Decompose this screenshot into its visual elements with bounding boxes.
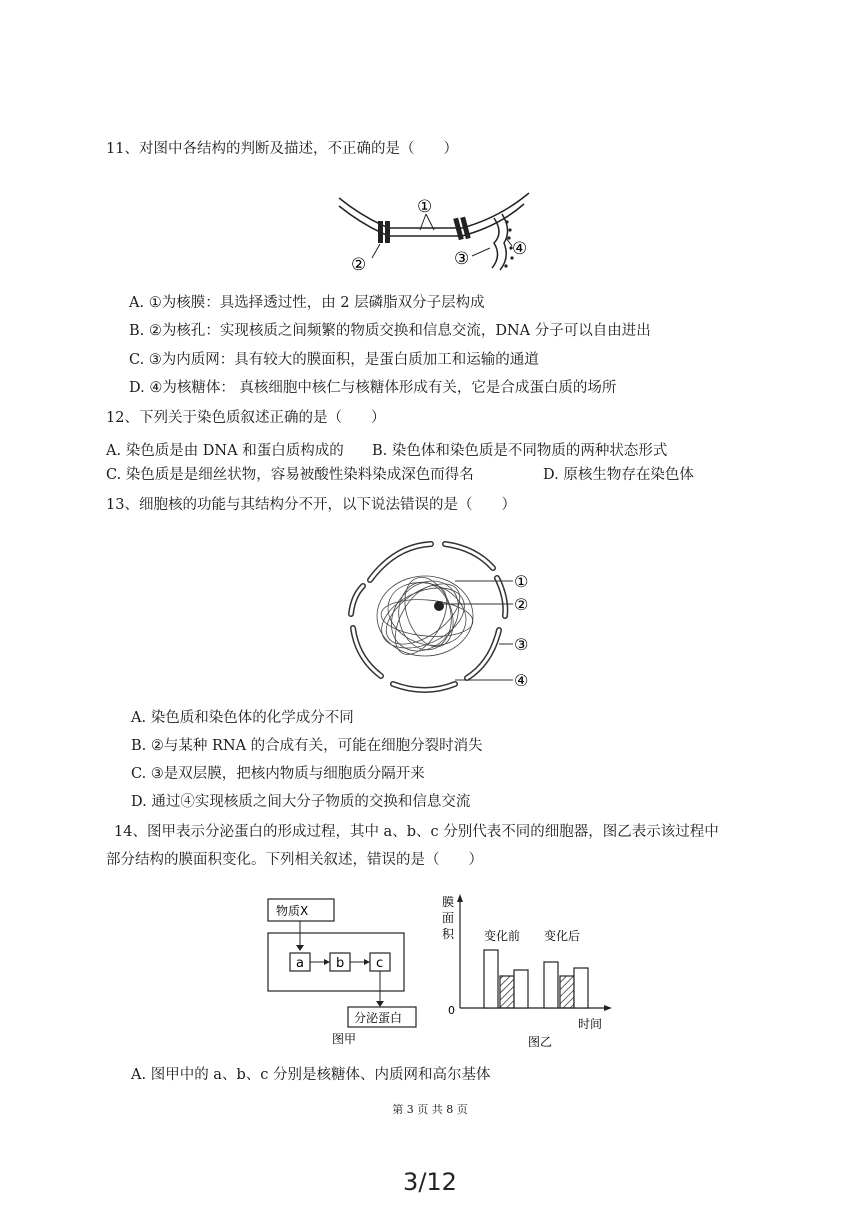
q13-option-b: B. ②与某种 RNA 的合成有关，可能在细胞分裂时消失 (131, 738, 483, 754)
q11-option-a: A. ①为核膜：具选择透过性，由 2 层磷脂双分子层构成 (129, 295, 485, 311)
q14-stem-line1: 14、图甲表示分泌蛋白的形成过程，其中 a、b、c 分别代表不同的细胞器，图乙表示该过程中 (114, 824, 719, 840)
caption-jia: 图甲 (332, 1032, 357, 1046)
q12-stem: 12、下列关于染色质叙述正确的是（ ） (106, 410, 386, 426)
node-b-label: b (336, 956, 345, 971)
q11-option-c: C. ③为内质网：具有较大的膜面积，是蛋白质加工和运输的通道 (129, 352, 539, 368)
q13-label-2: ② (514, 595, 529, 614)
input-label: 物质X (276, 904, 309, 918)
q12-option-d: D. 原核生物存在染色体 (543, 467, 694, 483)
group-label-after: 变化后 (544, 929, 581, 943)
output-label: 分泌蛋白 (354, 1011, 403, 1025)
bar-before-3 (514, 970, 528, 1008)
q11-label-1: ① (417, 197, 433, 217)
q12-option-b: B. 染色体和染色质是不同物质的两种状态形式 (372, 443, 668, 459)
page-counter: 3/12 (403, 1168, 457, 1196)
ylabel-3: 积 (442, 927, 455, 941)
ylabel-2: 面 (442, 911, 455, 925)
q11-option-d: D. ④为核糖体： 真核细胞中核仁与核糖体形成有关，它是合成蛋白质的场所 (129, 380, 617, 396)
q14-figure-jia (262, 893, 432, 1053)
q11-label-2: ② (351, 255, 367, 275)
q13-option-d: D. 通过④实现核质之间大分子物质的交换和信息交流 (131, 794, 471, 810)
ylabel-1: 膜 (442, 895, 455, 909)
q11-stem: 11、对图中各结构的判断及描述，不正确的是（ ） (106, 141, 458, 157)
q13-label-4: ④ (514, 671, 529, 690)
group-label-before: 变化前 (484, 929, 521, 943)
bar-after-2 (560, 976, 574, 1008)
origin-label: 0 (448, 1004, 455, 1017)
q14-stem-line2: 部分结构的膜面积变化。下列相关叙述，错误的是（ ） (106, 852, 483, 868)
node-a-label: a (296, 956, 304, 971)
bar-after-1 (544, 962, 558, 1008)
q11-label-4: ④ (512, 239, 528, 259)
q13-nucleus-figure (335, 538, 535, 698)
q11-label-3: ③ (454, 249, 470, 269)
q14-figure-yi (440, 890, 620, 1056)
xlabel: 时间 (578, 1017, 603, 1031)
bar-before-2 (500, 976, 514, 1008)
q13-option-c: C. ③是双层膜，把核内物质与细胞质分隔开来 (131, 766, 425, 782)
bar-after-3 (574, 968, 588, 1008)
q11-option-b: B. ②为核孔：实现核质之间频繁的物质交换和信息交流，DNA 分子可以自由进出 (129, 323, 651, 339)
caption-yi: 图乙 (528, 1035, 553, 1049)
q13-stem: 13、细胞核的功能与其结构分不开，以下说法错误的是（ ） (106, 497, 516, 513)
page-info: 第 3 页 共 8 页 (392, 1103, 468, 1116)
q12-option-c: C. 染色质是是细丝状物，容易被酸性染料染成深色而得名 (106, 467, 474, 483)
node-c-label: c (376, 956, 384, 971)
q13-label-3: ③ (514, 635, 529, 654)
q13-label-1: ① (514, 572, 529, 591)
q14-option-a: A. 图甲中的 a、b、c 分别是核糖体、内质网和高尔基体 (131, 1067, 491, 1083)
q13-option-a: A. 染色质和染色体的化学成分不同 (131, 710, 354, 726)
q12-option-a: A. 染色质是由 DNA 和蛋白质构成的 (106, 443, 344, 459)
q11-nuclear-envelope-figure (334, 188, 534, 278)
bar-before-1 (484, 950, 498, 1008)
